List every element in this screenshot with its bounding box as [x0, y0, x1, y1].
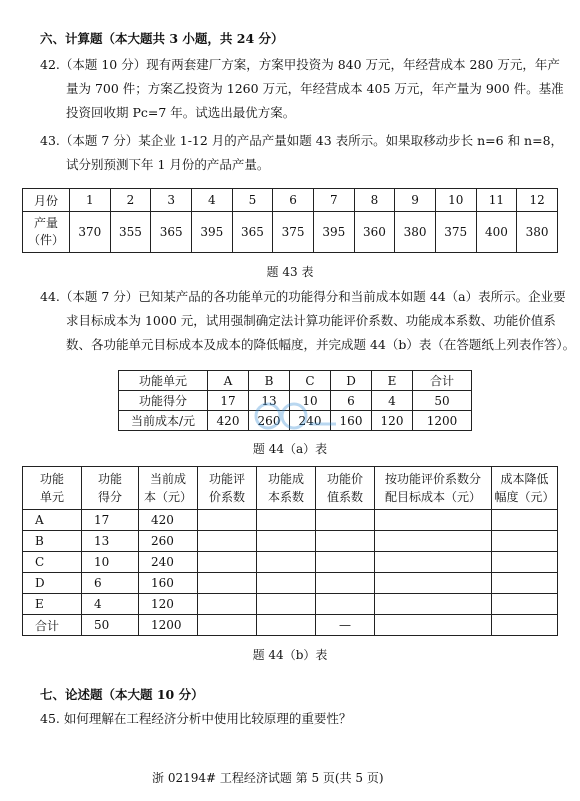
section7-heading: 七、论述题（本大题 10 分） [40, 687, 204, 702]
q42-line-1: 42.（本题 10 分）现有两套建厂方案，方案甲投资为 840 万元，年经营成本 280 万元，年产 [40, 57, 560, 72]
table-row [23, 594, 558, 615]
table-row [23, 510, 558, 531]
table-44a-cost-label: 当前成本/元 [119, 411, 208, 431]
score-cell: 17 [82, 510, 139, 531]
output-cell: 380 [517, 212, 558, 253]
table-row [23, 573, 558, 594]
unit-cell: D [331, 371, 372, 391]
q44-line-3: 数、各功能单元目标成本及成本的降低幅度，并完成题 44（b）表（在答题纸上列表作答）。 [66, 337, 576, 352]
score-cell: 4 [372, 391, 413, 411]
output-cell: 395 [313, 212, 354, 253]
empty-cell [198, 615, 257, 636]
header-cell: 功能 单元 [23, 467, 82, 510]
header-cell: 成本降低 幅度（元） [492, 467, 558, 510]
cost-cell: 160 [331, 411, 372, 431]
unit-cell: A [23, 510, 82, 531]
header-cell: 当前成 本（元） [139, 467, 198, 510]
cost-cell: 160 [139, 573, 198, 594]
empty-cell [492, 510, 558, 531]
empty-cell [257, 615, 316, 636]
score-cell: 4 [82, 594, 139, 615]
table-43-output-row [23, 212, 558, 253]
unit-cell: B [23, 531, 82, 552]
empty-cell [257, 552, 316, 573]
unit-cell: B [249, 371, 290, 391]
month-cell: 7 [313, 189, 354, 212]
header-cell: 功能 得分 [82, 467, 139, 510]
table-43-month-row [23, 189, 558, 212]
output-cell: 375 [273, 212, 314, 253]
cost-cell: 1200 [139, 615, 198, 636]
output-cell: 380 [395, 212, 436, 253]
value-cell: — [316, 615, 375, 636]
output-cell: 355 [110, 212, 151, 253]
table-44b-caption: 题 44（b）表 [252, 648, 328, 662]
table-44a-unit-row [119, 371, 472, 391]
unit-cell: E [23, 594, 82, 615]
output-cell: 365 [151, 212, 192, 253]
cost-cell: 240 [139, 552, 198, 573]
score-cell: 17 [208, 391, 249, 411]
empty-cell [492, 615, 558, 636]
empty-cell [375, 510, 492, 531]
month-cell: 10 [435, 189, 476, 212]
table-44a-unit-label: 功能单元 [119, 371, 208, 391]
month-cell: 9 [395, 189, 436, 212]
section6-heading: 六、计算题（本大题共 3 小题，共 24 分） [40, 31, 284, 46]
cost-cell: 1200 [413, 411, 472, 431]
unit-cell: 合计 [413, 371, 472, 391]
value-cell [316, 573, 375, 594]
output-cell: 365 [232, 212, 273, 253]
unit-cell: E [372, 371, 413, 391]
q44-line-1: 44.（本题 7 分）已知某产品的各功能单元的功能得分和当前成本如题 44（a）表所示。企业要 [40, 289, 566, 304]
table-row [23, 615, 558, 636]
empty-cell [492, 552, 558, 573]
unit-cell: C [23, 552, 82, 573]
empty-cell [375, 552, 492, 573]
empty-cell [198, 531, 257, 552]
month-cell: 12 [517, 189, 558, 212]
month-cell: 1 [70, 189, 111, 212]
empty-cell [198, 510, 257, 531]
cost-cell: 420 [139, 510, 198, 531]
output-cell: 360 [354, 212, 395, 253]
cost-cell: 420 [208, 411, 249, 431]
unit-cell: A [208, 371, 249, 391]
empty-cell [257, 510, 316, 531]
value-cell [316, 552, 375, 573]
header-cell: 功能价 值系数 [316, 467, 375, 510]
month-cell: 4 [191, 189, 232, 212]
unit-cell: D [23, 573, 82, 594]
table-44a-caption: 题 44（a）表 [252, 442, 328, 456]
header-cell: 功能评 价系数 [198, 467, 257, 510]
header-cell: 按功能评价系数分 配目标成本（元） [375, 467, 492, 510]
empty-cell [492, 594, 558, 615]
table-44a-score-label: 功能得分 [119, 391, 208, 411]
table-44b-header-row [23, 467, 558, 510]
table-43-output-label: 产量（件） [23, 212, 70, 253]
page-footer: 浙 02194# 工程经济试题 第 5 页(共 5 页) [152, 771, 384, 785]
empty-cell [492, 531, 558, 552]
score-cell: 13 [249, 391, 290, 411]
empty-cell [198, 552, 257, 573]
table-43-caption: 题 43 表 [266, 265, 314, 279]
value-cell [316, 510, 375, 531]
cost-cell: 260 [249, 411, 290, 431]
output-cell: 400 [476, 212, 517, 253]
empty-cell [198, 594, 257, 615]
month-cell: 5 [232, 189, 273, 212]
empty-cell [198, 573, 257, 594]
month-cell: 2 [110, 189, 151, 212]
output-cell: 395 [191, 212, 232, 253]
cost-cell: 240 [290, 411, 331, 431]
output-cell: 375 [435, 212, 476, 253]
watermark-logo-icon [250, 398, 340, 434]
month-cell: 3 [151, 189, 192, 212]
q42-line-3: 投资回收期 Pc=7 年。试选出最优方案。 [66, 105, 296, 120]
score-cell: 6 [331, 391, 372, 411]
unit-cell: C [290, 371, 331, 391]
q45-text: 45. 如何理解在工程经济分析中使用比较原理的重要性？ [40, 711, 352, 726]
unit-cell: 合计 [23, 615, 82, 636]
month-cell: 8 [354, 189, 395, 212]
table-row [23, 552, 558, 573]
q43-line-1: 43.（本题 7 分）某企业 1-12 月的产品产量如题 43 表所示。如果取移动步长 n=6 和 n=8， [40, 133, 564, 148]
empty-cell [257, 594, 316, 615]
empty-cell [492, 573, 558, 594]
month-cell: 6 [273, 189, 314, 212]
score-cell: 10 [82, 552, 139, 573]
output-cell: 370 [70, 212, 111, 253]
score-cell: 13 [82, 531, 139, 552]
value-cell [316, 594, 375, 615]
month-cell: 11 [476, 189, 517, 212]
cost-cell: 120 [372, 411, 413, 431]
table-43 [22, 188, 558, 253]
empty-cell [257, 573, 316, 594]
table-43-month-label: 月份 [23, 189, 70, 212]
empty-cell [375, 573, 492, 594]
table-row [23, 531, 558, 552]
cost-cell: 120 [139, 594, 198, 615]
header-cell: 功能成 本系数 [257, 467, 316, 510]
empty-cell [375, 594, 492, 615]
score-cell: 50 [413, 391, 472, 411]
score-cell: 10 [290, 391, 331, 411]
score-cell: 6 [82, 573, 139, 594]
table-44b [22, 466, 558, 636]
empty-cell [257, 531, 316, 552]
score-cell: 50 [82, 615, 139, 636]
cost-cell: 260 [139, 531, 198, 552]
empty-cell [375, 615, 492, 636]
q43-line-2: 试分别预测下年 1 月份的产品产量。 [66, 157, 270, 172]
value-cell [316, 531, 375, 552]
empty-cell [375, 531, 492, 552]
q42-line-2: 量为 700 件；方案乙投资为 1260 万元，年经营成本 405 万元，年产量为 900 件。基准 [66, 81, 564, 96]
q44-line-2: 求目标成本为 1000 元，试用强制确定法计算功能评价系数、功能成本系数、功能价值系 [66, 313, 556, 328]
